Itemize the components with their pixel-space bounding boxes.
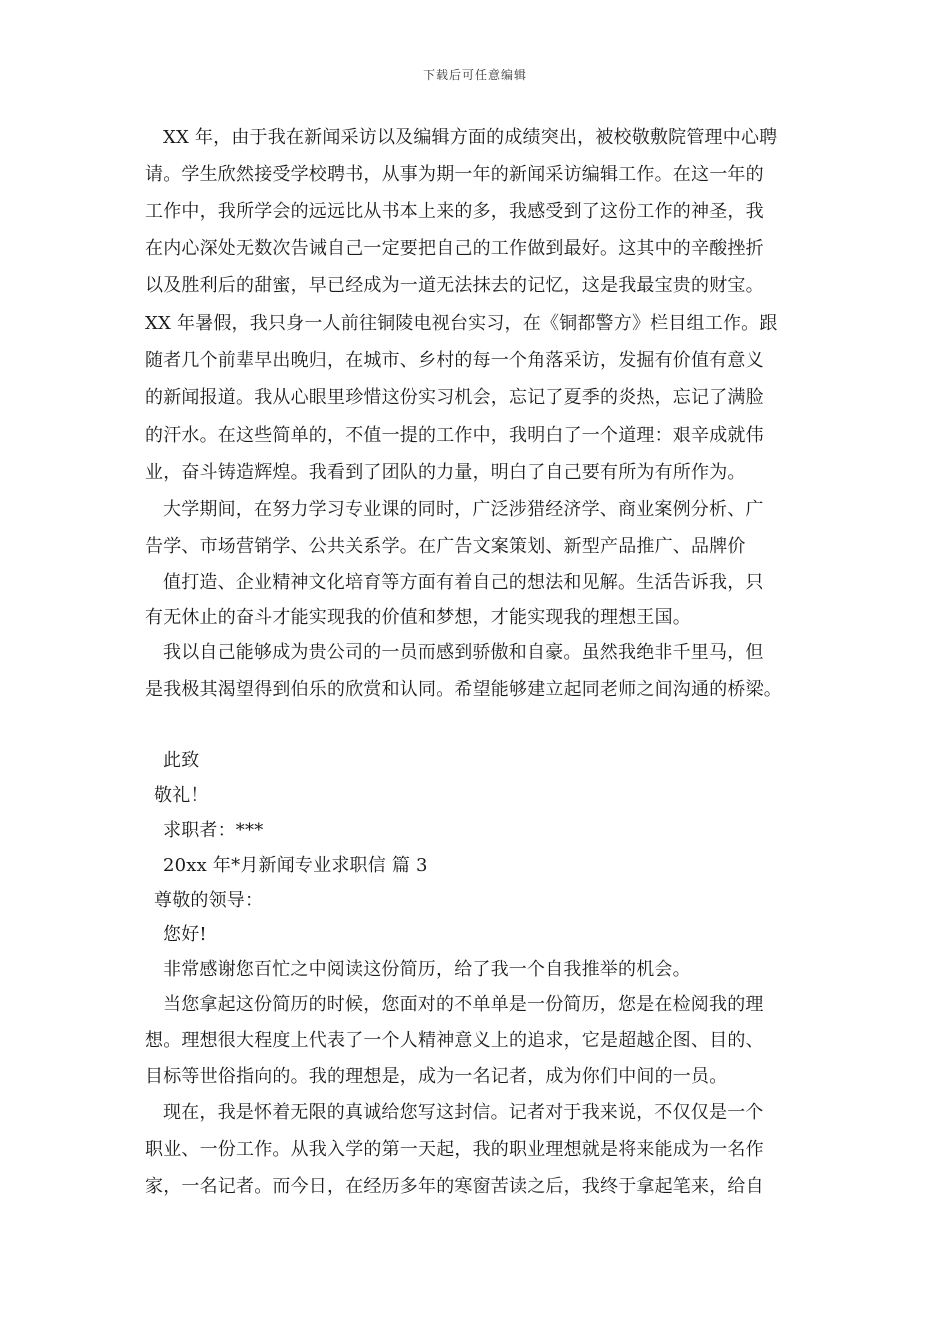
section-title: 20xx 年*月新闻专业求职信 篇 3 <box>163 855 428 876</box>
body-line: 家，一名记者。而今日，在经历多年的寒窗苦读之后，我终于拿起笔来，给自 <box>145 1176 764 1197</box>
page-header: 下载后可任意编辑 <box>422 68 527 82</box>
body-line: 非常感谢您百忙之中阅读这份简历，给了我一个自我推举的机会。 <box>163 959 691 980</box>
body-line: 请。学生欣然接受学校聘书，从事为期一年的新闻采访编辑工作。在这一年的 <box>145 164 764 185</box>
body-line: 大学期间，在努力学习专业课的同时，广泛涉猎经济学、商业案例分析、广 <box>163 499 764 520</box>
body-line: 随者几个前辈早出晚归，在城市、乡村的每一个角落采访，发掘有价值有意义 <box>145 350 764 371</box>
body-line: 业，奋斗铸造辉煌。我看到了团队的力量，明白了自己要有所为有所作为。 <box>145 462 746 483</box>
greeting-line: 尊敬的领导： <box>154 890 264 911</box>
body-line: 想。理想很大程度上代表了一个人精神意义上的追求，它是超越企图、目的、 <box>145 1030 764 1051</box>
body-line: 职业、一份工作。从我入学的第一天起，我的职业理想就是将来能成为一名作 <box>145 1139 764 1160</box>
signature-line: 求职者：*** <box>163 820 264 841</box>
salutation-line: 敬礼！ <box>154 785 209 806</box>
body-line: 是我极其渴望得到伯乐的欣赏和认同。希望能够建立起同老师之间沟通的桥梁。 <box>145 679 782 700</box>
body-line: 工作中，我所学会的远远比从书本上来的多，我感受到了这份工作的神圣，我 <box>145 201 764 222</box>
greeting-line: 您好! <box>163 924 207 945</box>
body-line: 我以自己能够成为贵公司的一员而感到骄傲和自豪。虽然我绝非千里马，但 <box>163 642 764 663</box>
body-line: 在内心深处无数次告诫自己一定要把自己的工作做到最好。这其中的辛酸挫折 <box>145 238 764 259</box>
closing-line: 此致 <box>163 750 200 771</box>
body-line: XX 年暑假，我只身一人前往铜陵电视台实习，在《铜都警方》栏目组工作。跟 <box>145 313 778 334</box>
body-line: 的新闻报道。我从心眼里珍惜这份实习机会，忘记了夏季的炎热，忘记了满脸 <box>145 387 764 408</box>
body-line: 告学、市场营销学、公共关系学。在广告文案策划、新型产品推广、品牌价 <box>145 536 746 557</box>
body-line: 现在，我是怀着无限的真诚给您写这封信。记者对于我来说，不仅仅是一个 <box>163 1102 764 1123</box>
body-line: 当您拿起这份简历的时候，您面对的不单单是一份简历，您是在检阅我的理 <box>163 994 764 1015</box>
body-line: 有无休止的奋斗才能实现我的价值和梦想，才能实现我的理想王国。 <box>145 607 691 628</box>
body-line: XX 年，由于我在新闻采访以及编辑方面的成绩突出，被校敬敷院管理中心聘 <box>163 127 778 148</box>
body-line: 的汗水。在这些简单的，不值一提的工作中，我明白了一个道理：艰辛成就伟 <box>145 425 764 446</box>
body-line: 目标等世俗指向的。我的理想是，成为一名记者，成为你们中间的一员。 <box>145 1066 728 1087</box>
body-line: 以及胜利后的甜蜜，早已经成为一道无法抹去的记忆，这是我最宝贵的财宝。 <box>145 275 764 296</box>
body-line: 值打造、企业精神文化培育等方面有着自己的想法和见解。生活告诉我，只 <box>163 572 764 593</box>
